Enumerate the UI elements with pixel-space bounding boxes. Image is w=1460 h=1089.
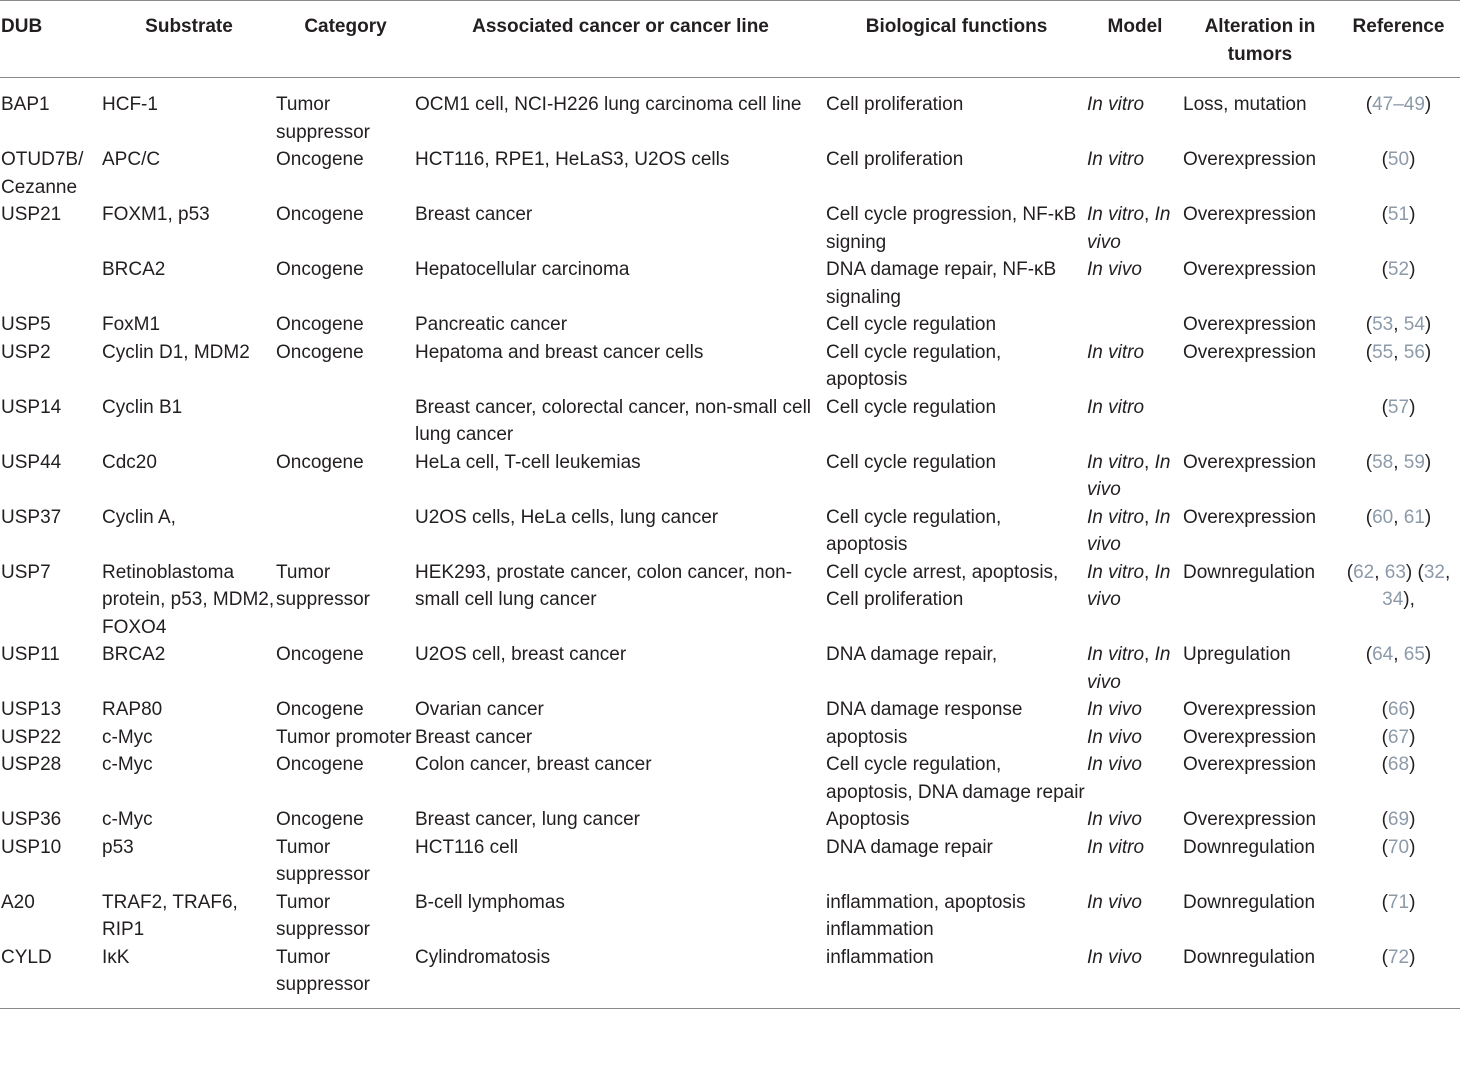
alteration-cell: Overexpression	[1183, 754, 1317, 775]
reference-link[interactable]: 62	[1353, 561, 1375, 583]
substrate-cell: BRCA2	[102, 644, 166, 665]
cancer-cell: U2OS cells, HeLa cells, lung cancer	[415, 506, 719, 528]
model-cell	[1087, 339, 1183, 394]
reference-link[interactable]: 66	[1387, 699, 1410, 720]
model-cell: In vitro, In vivo	[1087, 204, 1171, 253]
alteration-cell: Overexpression	[1183, 259, 1317, 280]
functions-cell: Cell cycle arrest, apoptosis, Cell proliferation	[826, 561, 1059, 610]
alteration-cell: Downregulation	[1183, 944, 1337, 1009]
reference-link[interactable]: 47–49	[1372, 94, 1425, 115]
substrate-cell: Cyclin D1, MDM2	[102, 341, 250, 363]
reference-link[interactable]: 59	[1403, 451, 1425, 473]
dub-cell: USP28	[1, 754, 62, 775]
dub-cell: USP5	[1, 314, 51, 335]
reference-cell: (71)	[1381, 891, 1416, 913]
model-cell	[1087, 834, 1183, 889]
reference-link[interactable]: 58	[1372, 451, 1394, 473]
cancer-cell: Cylindromatosis	[415, 944, 826, 1009]
cancer-cell: U2OS cell, breast cancer	[415, 644, 627, 665]
category-cell: Oncogene	[276, 259, 364, 280]
model-cell: In vitro, In vivo	[1087, 451, 1171, 500]
model-term: In vivo	[1087, 451, 1171, 500]
model-cell	[1087, 78, 1183, 147]
table-row	[0, 449, 1460, 504]
header-row	[0, 1, 1460, 78]
model-cell	[1087, 146, 1183, 201]
substrate-cell: RAP80	[102, 699, 163, 720]
functions-cell: DNA damage repair	[826, 836, 993, 858]
substrate-cell: c-Myc	[102, 754, 153, 775]
functions-cell: DNA damage response	[826, 699, 1023, 720]
category-cell: Tumor promoter	[276, 726, 412, 748]
table-row	[0, 256, 1460, 311]
reference-cell: (69)	[1381, 809, 1416, 830]
reference-link[interactable]: 68	[1387, 754, 1410, 775]
category-cell: Oncogene	[276, 341, 364, 363]
table-row	[0, 806, 1460, 834]
reference-cell: (53, 54)	[1365, 314, 1432, 335]
substrate-cell: c-Myc	[102, 726, 153, 748]
substrate-cell: APC/C	[102, 149, 161, 170]
reference-link[interactable]: 63	[1384, 561, 1406, 583]
model-cell	[1087, 394, 1183, 449]
column-header-substrate: Substrate	[102, 1, 276, 78]
category-cell: Oncogene	[276, 699, 364, 720]
reference-cell: (57)	[1381, 396, 1416, 418]
model-term: In vitro	[1087, 561, 1145, 583]
dub-cell	[0, 256, 102, 311]
cancer-cell: Colon cancer, breast cancer	[415, 754, 652, 775]
reference-cell: (67)	[1381, 726, 1416, 748]
category-cell	[276, 394, 415, 449]
dub-cell: USP36	[1, 809, 62, 830]
functions-cell: Cell cycle regulation, apoptosis, DNA damage repair	[826, 754, 1085, 803]
model-term: In vivo	[1087, 726, 1142, 748]
column-header-dub: DUB	[0, 1, 102, 78]
model-term: In vivo	[1087, 754, 1142, 775]
model-term: In vivo	[1087, 946, 1142, 968]
model-term: In vitro	[1087, 506, 1145, 528]
substrate-cell: IκK	[102, 944, 276, 1009]
model-term: In vivo	[1087, 506, 1171, 555]
cancer-cell: Hepatocellular carcinoma	[415, 259, 630, 280]
alteration-cell	[1183, 394, 1337, 449]
category-cell: Tumor suppressor	[276, 944, 415, 1009]
table-row	[0, 724, 1460, 752]
table-body	[0, 78, 1460, 1009]
alteration-cell: Downregulation	[1183, 561, 1316, 583]
alteration-cell: Upregulation	[1183, 644, 1291, 665]
column-header-functions: Biological functions	[826, 1, 1087, 78]
reference-link[interactable]: 72	[1387, 946, 1410, 968]
table-row	[0, 394, 1460, 449]
substrate-cell: TRAF2, TRAF6, RIP1	[102, 891, 238, 940]
cancer-cell: HCT116, RPE1, HeLaS3, U2OS cells	[415, 149, 730, 170]
alteration-cell: Overexpression	[1183, 451, 1317, 473]
table-row	[0, 559, 1460, 642]
category-cell: Oncogene	[276, 809, 364, 830]
reference-cell: (72)	[1337, 944, 1460, 1009]
substrate-cell: BRCA2	[102, 259, 166, 280]
reference-cell: (64, 65)	[1365, 644, 1432, 665]
substrate-cell: HCF-1	[102, 94, 158, 115]
reference-link[interactable]: 61	[1403, 506, 1425, 528]
functions-cell: Cell cycle regulation	[826, 451, 997, 473]
reference-cell: (62, 63) (32, 34),	[1346, 561, 1451, 610]
reference-link[interactable]: 57	[1387, 396, 1410, 418]
category-cell: Oncogene	[276, 754, 364, 775]
category-cell: Oncogene	[276, 451, 364, 473]
alteration-cell: Overexpression	[1183, 809, 1317, 830]
dub-cell: USP13	[1, 699, 62, 720]
functions-cell: DNA damage repair,	[826, 644, 998, 665]
model-term: In vitro	[1087, 149, 1145, 170]
dub-cell: USP7	[1, 561, 51, 583]
table-row	[0, 311, 1460, 339]
substrate-cell: FOXM1, p53	[102, 204, 210, 225]
alteration-cell: Overexpression	[1183, 149, 1317, 170]
reference-link[interactable]: 34	[1382, 589, 1404, 610]
reference-cell: (66)	[1381, 699, 1416, 720]
column-header-reference: Reference	[1337, 1, 1460, 78]
category-cell: Tumor suppressor	[276, 891, 370, 940]
reference-link[interactable]: 54	[1403, 314, 1425, 335]
cancer-cell: HEK293, prostate cancer, colon cancer, non-small cell lung cancer	[415, 561, 793, 610]
reference-cell: (52)	[1381, 259, 1416, 280]
dub-cell: USP37	[1, 506, 62, 528]
alteration-cell: Overexpression	[1183, 341, 1317, 363]
model-term: In vivo	[1087, 809, 1142, 830]
functions-cell: apoptosis	[826, 726, 908, 748]
functions-cell: Cell cycle regulation, apoptosis	[826, 506, 1002, 555]
table-row	[0, 889, 1460, 944]
alteration-cell: Overexpression	[1183, 726, 1317, 748]
category-cell: Tumor suppressor	[276, 94, 370, 143]
alteration-cell: Overexpression	[1183, 204, 1317, 225]
category-cell: Oncogene	[276, 204, 364, 225]
model-cell	[1087, 256, 1183, 311]
dub-cell: A20	[1, 891, 35, 913]
alteration-cell: Overexpression	[1183, 506, 1317, 528]
reference-cell: (58, 59)	[1365, 451, 1432, 473]
alteration-cell: Overexpression	[1183, 314, 1317, 335]
column-header-cancer: Associated cancer or cancer line	[415, 1, 826, 78]
reference-link[interactable]: 71	[1387, 891, 1410, 913]
reference-cell: (55, 56)	[1365, 341, 1432, 363]
cancer-cell: Hepatoma and breast cancer cells	[415, 341, 704, 363]
model-term: In vivo	[1087, 891, 1142, 913]
dub-cell: USP10	[1, 836, 62, 858]
functions-cell: Apoptosis	[826, 809, 910, 830]
category-cell: Tumor suppressor	[276, 836, 370, 885]
functions-cell: Cell proliferation	[826, 94, 964, 115]
model-cell	[1087, 724, 1183, 752]
table-row	[0, 201, 1460, 256]
model-term: In vitro	[1087, 644, 1145, 665]
model-term: In vitro	[1087, 451, 1145, 473]
model-term: In vivo	[1087, 699, 1142, 720]
substrate-cell: p53	[102, 836, 134, 858]
category-cell: Oncogene	[276, 644, 364, 665]
table-row	[0, 146, 1460, 201]
substrate-cell: Cdc20	[102, 451, 157, 473]
category-cell: Oncogene	[276, 314, 364, 335]
alteration-cell: Overexpression	[1183, 699, 1317, 720]
category-cell: Oncogene	[276, 149, 364, 170]
model-cell	[1087, 889, 1183, 944]
dub-cell: OTUD7B/ Cezanne	[1, 149, 84, 198]
reference-link[interactable]: 52	[1387, 259, 1410, 280]
category-cell: Tumor suppressor	[276, 561, 370, 610]
table-row	[0, 78, 1460, 147]
column-header-alteration: Alteration in tumors	[1183, 1, 1337, 78]
table-row	[0, 696, 1460, 724]
table-row	[0, 641, 1460, 696]
functions-cell: inflammation, apoptosis inflammation	[826, 891, 1026, 940]
model-cell	[1087, 311, 1183, 339]
model-cell	[1087, 944, 1183, 1009]
cancer-cell: Breast cancer, colorectal cancer, non-small cell lung cancer	[415, 396, 812, 445]
reference-link[interactable]: 70	[1387, 836, 1410, 858]
alteration-cell: Downregulation	[1183, 836, 1316, 858]
dub-cell: USP11	[1, 644, 60, 665]
substrate-cell: FoxM1	[102, 314, 161, 335]
reference-cell: (51)	[1381, 204, 1416, 225]
table-row	[0, 751, 1460, 806]
cancer-cell: Breast cancer, lung cancer	[415, 809, 640, 830]
functions-cell: Cell cycle regulation	[826, 314, 997, 335]
model-term: In vivo	[1087, 644, 1171, 693]
functions-cell: inflammation	[826, 944, 1087, 1009]
reference-cell: (47–49)	[1365, 94, 1432, 115]
dub-cell: CYLD	[0, 944, 102, 1009]
alteration-cell: Downregulation	[1183, 891, 1316, 913]
reference-link[interactable]: 65	[1403, 644, 1425, 665]
reference-link[interactable]: 32	[1423, 561, 1445, 583]
dub-cell: USP2	[1, 341, 51, 363]
dub-cell: USP44	[1, 451, 62, 473]
column-header-category: Category	[276, 1, 415, 78]
reference-link[interactable]: 53	[1372, 314, 1394, 335]
cancer-cell: OCM1 cell, NCI-H226 lung carcinoma cell line	[415, 94, 802, 115]
dub-cell: BAP1	[1, 94, 50, 115]
cancer-cell: HCT116 cell	[415, 836, 519, 858]
substrate-cell: Retinoblastoma protein, p53, MDM2, FOXO4	[102, 561, 275, 638]
model-term: In vitro	[1087, 204, 1145, 225]
reference-link[interactable]: 67	[1387, 726, 1410, 748]
functions-cell: Cell cycle regulation	[826, 396, 997, 418]
model-cell	[1087, 696, 1183, 724]
model-term: In vitro	[1087, 396, 1145, 418]
cancer-cell: Breast cancer	[415, 204, 533, 225]
substrate-cell: c-Myc	[102, 809, 153, 830]
table-row	[0, 834, 1460, 889]
cancer-cell: Breast cancer	[415, 726, 533, 748]
model-term: In vivo	[1087, 259, 1142, 280]
dub-cell: USP14	[1, 396, 62, 418]
substrate-cell: Cyclin A,	[102, 506, 176, 528]
cancer-cell: B-cell lymphomas	[415, 891, 565, 913]
reference-link[interactable]: 55	[1372, 341, 1394, 363]
reference-cell: (68)	[1381, 754, 1416, 775]
reference-cell: (60, 61)	[1365, 506, 1432, 528]
reference-cell: (50)	[1381, 149, 1416, 170]
cancer-cell: Pancreatic cancer	[415, 314, 568, 335]
model-term: In vitro	[1087, 836, 1145, 858]
model-term: In vitro	[1087, 341, 1145, 363]
table-row	[0, 339, 1460, 394]
dub-cell: USP21	[1, 204, 62, 225]
category-cell	[276, 504, 415, 559]
model-cell: In vitro, In vivo	[1087, 561, 1171, 610]
model-cell	[1087, 806, 1183, 834]
model-term: In vivo	[1087, 561, 1171, 610]
reference-link[interactable]: 56	[1403, 341, 1425, 363]
cancer-cell: HeLa cell, T-cell leukemias	[415, 451, 641, 473]
column-header-model: Model	[1087, 1, 1183, 78]
functions-cell: DNA damage repair, NF-κB signaling	[826, 259, 1057, 308]
reference-link[interactable]: 64	[1372, 644, 1394, 665]
model-cell: In vitro, In vivo	[1087, 644, 1171, 693]
cancer-cell: Ovarian cancer	[415, 699, 544, 720]
reference-link[interactable]: 69	[1387, 809, 1410, 830]
reference-link[interactable]: 51	[1387, 204, 1410, 225]
substrate-cell: Cyclin B1	[102, 396, 183, 418]
model-term: In vitro	[1087, 94, 1145, 115]
table-row	[0, 504, 1460, 559]
reference-cell: (70)	[1381, 836, 1416, 858]
functions-cell: Cell cycle progression, NF-κB signing	[826, 204, 1077, 253]
table-row	[0, 944, 1460, 1009]
alteration-cell: Loss, mutation	[1183, 94, 1307, 115]
functions-cell: Cell cycle regulation, apoptosis	[826, 341, 1002, 390]
reference-link[interactable]: 60	[1372, 506, 1394, 528]
model-term: In vivo	[1087, 204, 1171, 253]
dub-cell: USP22	[1, 726, 62, 748]
reference-link[interactable]: 50	[1387, 149, 1410, 170]
functions-cell: Cell proliferation	[826, 149, 964, 170]
model-cell: In vitro, In vivo	[1087, 506, 1171, 555]
model-cell	[1087, 751, 1183, 806]
